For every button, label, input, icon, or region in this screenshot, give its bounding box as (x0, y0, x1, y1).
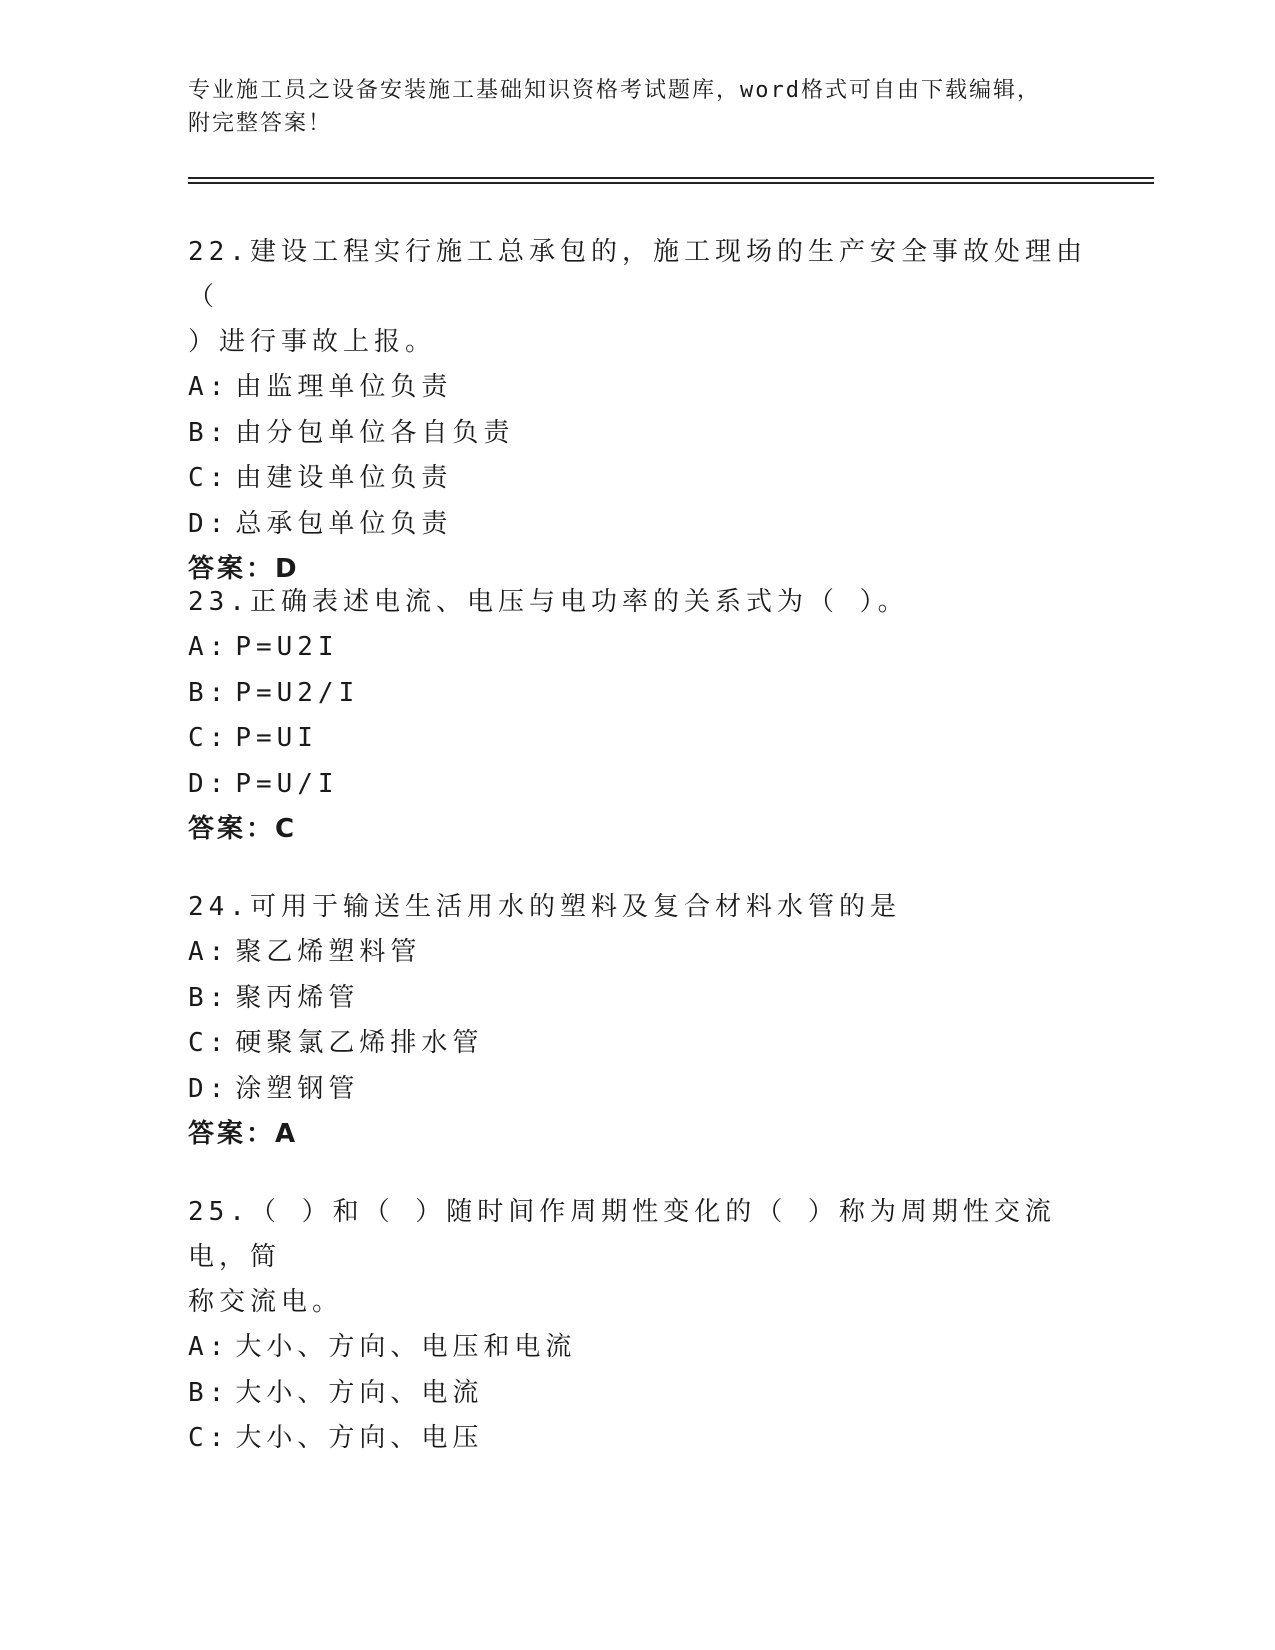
option-letter: B: (188, 982, 230, 1013)
option-letter: C: (188, 723, 230, 753)
question-22 (188, 230, 1088, 592)
question-stem: 称交流电。 (188, 1287, 344, 1317)
option-letter: A: (188, 632, 230, 662)
option-letter: D: (188, 1073, 230, 1104)
option-text: 总承包单位负责 (235, 508, 453, 539)
option-letter: C: (188, 1423, 230, 1453)
option-a (188, 365, 1088, 411)
option-text: P=UI (235, 723, 318, 753)
question-stem: 22.建设工程实行施工总承包的，施工现场的生产安全事故处理由（ (188, 237, 1087, 312)
option-letter: C: (188, 1028, 230, 1058)
option-a (188, 625, 1088, 671)
question-25 (188, 1190, 1088, 1462)
option-c (188, 1021, 1088, 1067)
option-b (188, 671, 1088, 717)
option-text: 由建设单位负责 (235, 463, 453, 493)
option-letter: B: (188, 1377, 230, 1408)
option-c (188, 1416, 1088, 1462)
option-text: 硬聚氯乙烯排水管 (235, 1028, 484, 1058)
option-text: 大小、方向、电流 (235, 1377, 484, 1408)
option-text: 聚乙烯塑料管 (235, 937, 422, 967)
header-line-1: 专业施工员之设备安装施工基础知识资格考试题库，word格式可自由下载编辑， (188, 78, 1041, 103)
option-b (188, 411, 1088, 457)
option-letter: B: (188, 417, 230, 448)
option-text: 涂塑钢管 (235, 1073, 360, 1104)
option-c (188, 456, 1088, 502)
option-letter: D: (188, 508, 230, 539)
header-line-2: 附完整答案！ (188, 111, 333, 136)
option-text: 由分包单位各自负责 (235, 417, 515, 448)
question-24 (188, 885, 1088, 1157)
question-stem: 24.可用于输送生活用水的塑料及复合材料水管的是 (188, 892, 901, 922)
option-b (188, 1371, 1088, 1417)
answer: 答案：A (188, 1119, 299, 1149)
option-letter: D: (188, 768, 230, 799)
question-stem: 23.正确表述电流、电压与电功率的关系式为（ ）。 (188, 587, 909, 617)
option-a (188, 930, 1088, 976)
option-d (188, 502, 1088, 548)
option-letter: A: (188, 372, 230, 402)
option-text: P=U2/I (235, 677, 360, 708)
option-text: 大小、方向、电压 (235, 1423, 484, 1453)
question-stem: ）进行事故上报。 (188, 327, 437, 357)
option-letter: A: (188, 1332, 230, 1362)
option-text: 聚丙烯管 (235, 982, 360, 1013)
option-letter: C: (188, 463, 230, 493)
option-letter: B: (188, 677, 230, 708)
option-text: P=U/I (235, 768, 339, 799)
option-text: P=U2I (235, 632, 339, 662)
answer: 答案：C (188, 814, 298, 844)
header-divider-bottom (188, 182, 1154, 184)
option-b (188, 976, 1088, 1022)
header-divider-top (188, 177, 1154, 179)
option-a (188, 1325, 1088, 1371)
document-header (188, 74, 1088, 140)
option-text: 由监理单位负责 (235, 372, 453, 402)
option-c (188, 716, 1088, 762)
question-stem: 25.（ ）和（ ）随时间作周期性变化的（ ）称为周期性交流电，简 (188, 1197, 1056, 1272)
answer: 答案：D (188, 554, 300, 584)
option-letter: A: (188, 937, 230, 967)
option-d (188, 762, 1088, 808)
question-23 (188, 580, 1088, 852)
option-text: 大小、方向、电压和电流 (235, 1332, 577, 1362)
option-d (188, 1067, 1088, 1113)
